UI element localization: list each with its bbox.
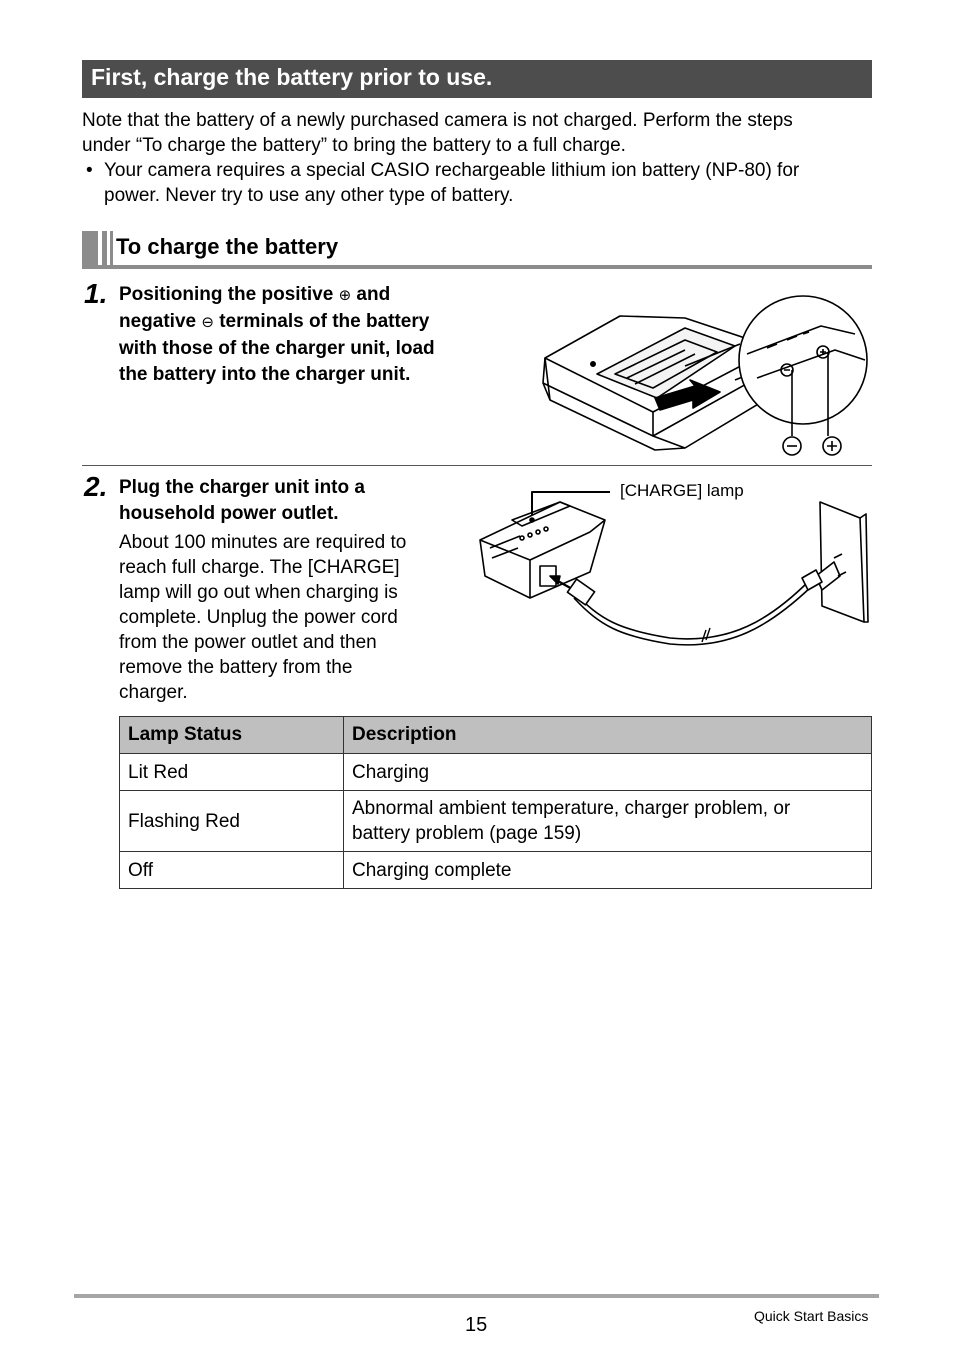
- charge-lamp-label: [CHARGE] lamp: [620, 481, 744, 500]
- table-cell-description: Abnormal ambient temperature, charger problem, or battery problem (page 159): [344, 791, 872, 852]
- charger-battery-illustration: [535, 288, 875, 460]
- lamp-status-table: [119, 716, 872, 889]
- table-row: [120, 852, 872, 889]
- table-cell-status: Lit Red: [120, 754, 344, 791]
- section-title: First, charge the battery prior to use.: [82, 60, 872, 98]
- step-divider: [82, 465, 872, 466]
- table-row: [120, 754, 872, 791]
- intro-paragraph: [82, 108, 882, 158]
- table-cell-status: Off: [120, 852, 344, 889]
- table-header-row: [120, 717, 872, 754]
- table-header-description: Description: [344, 717, 872, 754]
- charger-outlet-illustration: [470, 480, 870, 660]
- table-row: [120, 791, 872, 852]
- step-2-body: About 100 minutes are required to reach full charge. The [CHARGE] lamp will go out when charging is complete. Unplug the power cord from the power outlet and then remove the battery from the charger.: [119, 532, 407, 703]
- subsection-title: To charge the battery: [116, 234, 339, 259]
- bullet-line-2: power. Never try to use any other type of battery.: [104, 185, 514, 206]
- table-header-lamp-status: Lamp Status: [120, 717, 344, 754]
- subsection-underline: [82, 265, 872, 269]
- table-cell-status: Flashing Red: [120, 791, 344, 852]
- step-2-title: Plug the charger unit into a household power outlet.: [119, 477, 365, 524]
- step-1-text: Positioning the positive ⊕ and negative ⊖ terminals of the battery with those of the charger unit, load the battery into the charger unit.: [119, 284, 435, 385]
- minus-terminal-icon: ⊖: [201, 314, 214, 331]
- table-cell-description: Charging: [344, 754, 872, 791]
- plus-terminal-icon: ⊕: [338, 287, 352, 304]
- intro-line-2: under “To charge the battery” to bring the battery to a full charge.: [82, 135, 626, 156]
- bullet-marker: •: [86, 160, 93, 181]
- bullet-text: [104, 158, 879, 208]
- bullet-line-1: Your camera requires a special CASIO rechargeable lithium ion battery (NP-80) for: [104, 160, 800, 181]
- footer-rule: [74, 1294, 879, 1298]
- footer-section-label: Quick Start Basics: [754, 1308, 869, 1324]
- step-1-number: 1.: [84, 278, 108, 309]
- page-number: 15: [465, 1314, 488, 1336]
- intro-line-1: Note that the battery of a newly purchased camera is not charged. Perform the steps: [82, 110, 793, 131]
- step-2-number: 2.: [84, 471, 108, 502]
- table-cell-description: Charging complete: [344, 852, 872, 889]
